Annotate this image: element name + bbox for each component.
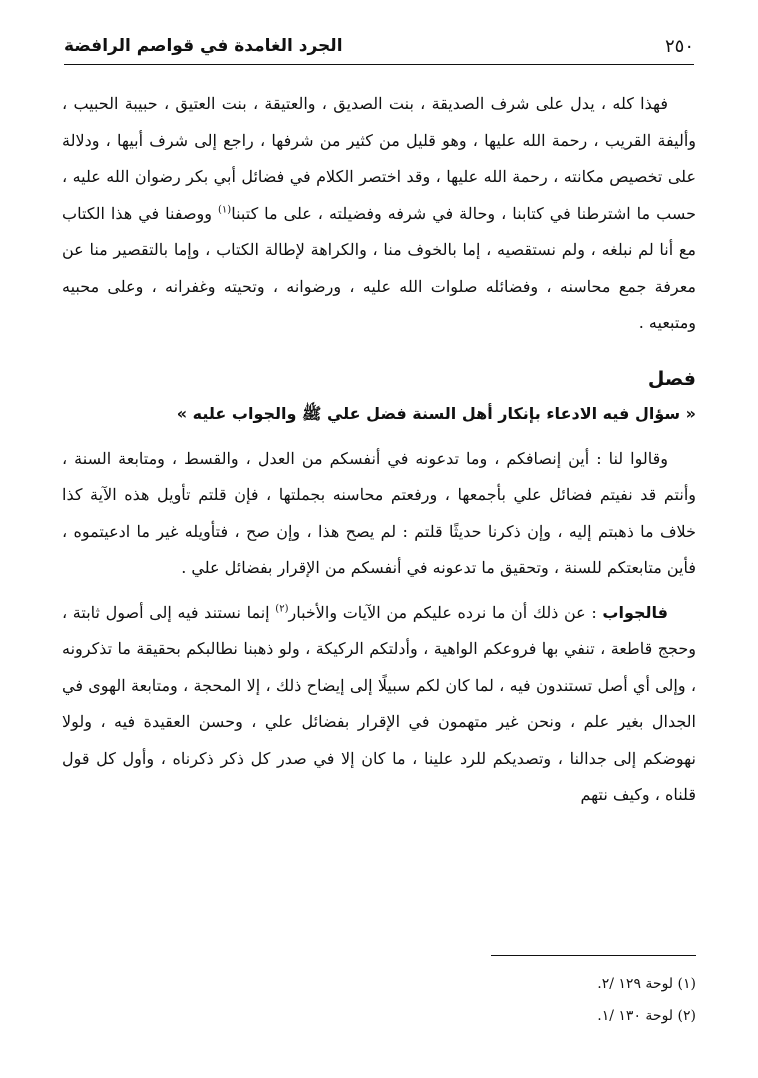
footnote-divider (491, 955, 696, 956)
footnote-2: (٢) لوحة ١٣٠ /١. (597, 1008, 696, 1024)
main-text (62, 86, 696, 814)
paragraph-3-text-a: : عن ذلك أن ما نرده عليكم من الآيات والأخبار (288, 602, 603, 622)
paragraph-1-continued: ووصفنا في هذا الكتاب مع أنا لم نبلغه ، ولم نستقصيه ، إما بالخوف منا ، والكراهة لإطالة الكتاب ، وإما بالتقصير منا عن معرفة جمع محاسنه ، وفضائله صلوات الله عليه ، ورضوانه ، وتحيته وغفرانه ، وعلى محبيه ومتبعيه . (62, 203, 696, 332)
footnotes (62, 968, 696, 1032)
section-subheading: « سؤال فيه الادعاء بإنكار أهل السنة فضل علي ﷺ والجواب عليه » (176, 403, 696, 423)
paragraph-3-text-b: إنما نستند فيه إلى أصول ثابتة ، وحجج قاطعة ، تنفي بها فروعكم الواهية ، وأدلتكم الركيكة ، ولو ذهبنا نطالبكم بحقيقة ما تذكرونه ، وإلى أي أصل تستندون فيه ، لما كان لكم سبيلًا إلى إيضاح ذلك ، إلا المحجة ، ومتابعة الهوى في الجدال بغير علم ، ونحن غير متهمون في الإقرار بفضائل علي ، وحسن العقيدة فيه ، ولولا نهوضكم إلى جدالنا ، وتصديكم للرد علينا ، ما كان إلا في صدر كل ذكر ذكرناه ، وأول كل قول قلناه ، وكيف نتهم (62, 602, 697, 804)
section-heading: فصل (647, 367, 696, 390)
footnote-1: (١) لوحة ١٢٩ /٢. (597, 976, 696, 992)
running-title: الجرد الغامدة في قواصم الرافضة (64, 36, 343, 56)
answer-lead-word: فالجواب (602, 602, 669, 622)
paragraph-2: وقالوا لنا : أين إنصافكم ، وما تدعونه في أنفسكم من العدل ، والقسط ، ومتابعة السنة ، وأنتم قد نفيتم فضائل علي بأجمعها ، ورفعتم محاسنه بجملتها ، فإن قلتم تأويل هذه الآية كذا خلاف ما ذهبتم إليه ، وإن ذكرنا حديثًا قلتم : لم يصح هذا ، وإن صح ، فتأويله غير ما ادعيتموه ، فأين متابعتكم للسنة ، وتحقيق ما تدعونه في أنفسكم من الإقرار بفضائل علي . (62, 448, 696, 577)
footnote-ref-2: (٢) (275, 603, 289, 615)
page-number: ٢٥٠ (664, 35, 694, 57)
paragraph-3 (62, 595, 696, 814)
footnote-ref-1: (١) (218, 204, 232, 216)
paragraph-1 (62, 86, 696, 342)
page-header (64, 28, 694, 65)
paragraph-1-text: فهذا كله ، يدل على شرف الصديقة ، بنت الصديق ، والعتيقة ، بنت العتيق ، حبيبة الحبيب ، وأليفة القريب ، رحمة الله عليها ، وهو قليل من كثير من شرفها ، راجع إلى شرف أبيها ، ودلالة على تخصيص مكانته ، رحمة الله عليها ، وقد اختصر الكلام في فضائل أبي بكر رضوان الله عليه ، حسب ما اشترطنا في كتابنا ، وحالة في شرفه وفضيلته ، على ما كتبنا (62, 94, 696, 223)
